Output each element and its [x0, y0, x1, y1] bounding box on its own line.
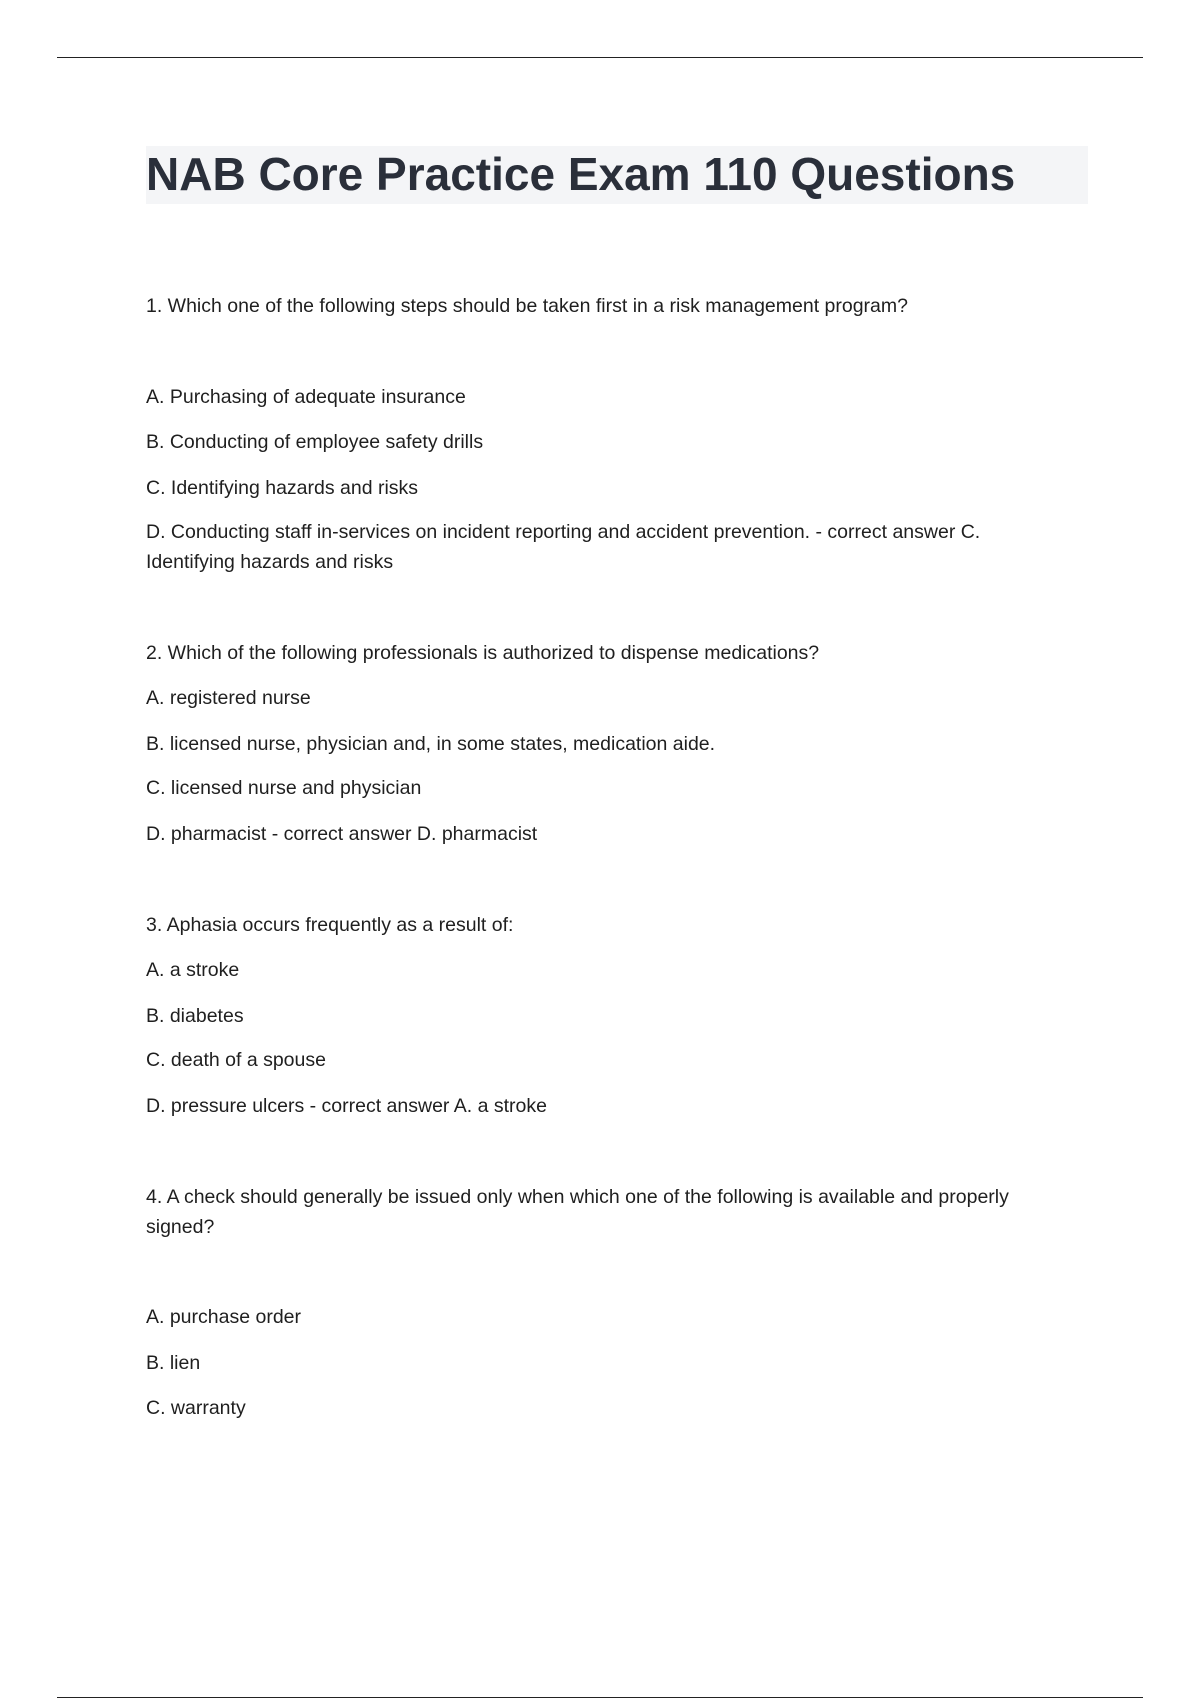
footer-rule	[57, 1697, 1143, 1698]
question-2-option-c: C. licensed nurse and physician	[146, 777, 422, 799]
question-3-option-c: C. death of a spouse	[146, 1049, 326, 1071]
header-rule	[57, 57, 1143, 58]
question-1-option-a: A. Purchasing of adequate insurance	[146, 386, 466, 408]
question-3-prompt: 3. Aphasia occurs frequently as a result of:	[146, 914, 514, 936]
question-4-prompt: 4. A check should generally be issued only when which one of the following is available and properly signed?	[146, 1186, 1009, 1238]
document-title: NAB Core Practice Exam 110 Questions	[146, 148, 1016, 200]
question-3-option-a: A. a stroke	[146, 959, 240, 981]
question-2-option-b: B. licensed nurse, physician and, in some states, medication aide.	[146, 733, 716, 755]
question-2-option-d: D. pharmacist - correct answer D. pharmacist	[146, 823, 538, 845]
question-3-option-b: B. diabetes	[146, 1005, 244, 1027]
question-4-option-a: A. purchase order	[146, 1306, 302, 1328]
question-1-option-d: D. Conducting staff in-services on incident reporting and accident prevention. - correct answer C. Identifying hazards and risks	[146, 521, 981, 573]
question-2-prompt: 2. Which of the following professionals is authorized to dispense medications?	[146, 642, 820, 664]
question-1-prompt: 1. Which one of the following steps should be taken first in a risk management program?	[146, 295, 908, 317]
question-1-option-c: C. Identifying hazards and risks	[146, 477, 419, 499]
question-3-option-d: D. pressure ulcers - correct answer A. a stroke	[146, 1095, 547, 1117]
question-2-option-a: A. registered nurse	[146, 687, 311, 709]
question-4-option-c: C. warranty	[146, 1397, 246, 1419]
question-4-option-b: B. lien	[146, 1352, 201, 1374]
question-1-option-b: B. Conducting of employee safety drills	[146, 431, 484, 453]
